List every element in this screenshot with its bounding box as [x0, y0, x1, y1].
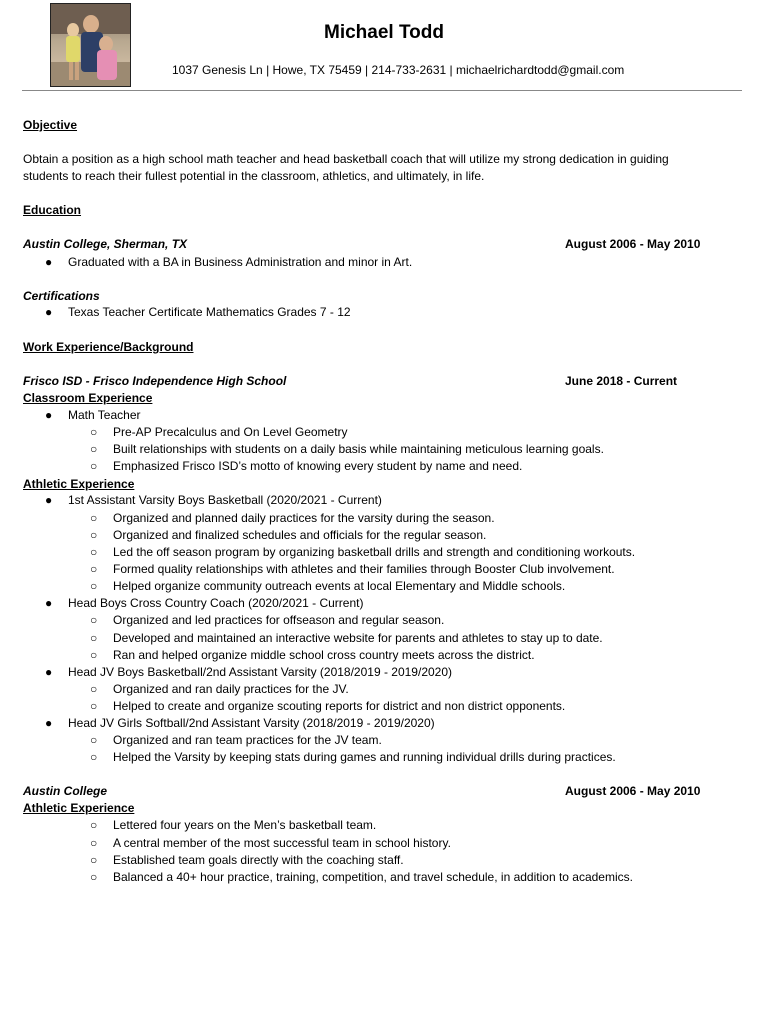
candidate-name: Michael Todd [324, 22, 444, 43]
role-jv-girls-softball: Head JV Girls Softball/2nd Assistant Varsity (2018/2019 - 2019/2020) [68, 716, 435, 730]
sub-bullet-icon: ○ [90, 545, 98, 559]
sub-bullet-icon: ○ [90, 442, 98, 456]
work-dates: June 2018 - Current [565, 374, 678, 388]
role-jv-boys-basketball: Head JV Boys Basketball/2nd Assistant Varsity (2018/2019 - 2019/2020) [68, 665, 453, 679]
certifications-heading: Certifications [23, 289, 100, 303]
certification-item: Texas Teacher Certificate Mathematics Grades 7 - 12 [68, 305, 351, 319]
list-item: Emphasized Frisco ISD’s motto of knowing every student by name and need. [113, 459, 523, 473]
college-name: Austin College [23, 784, 108, 798]
sub-bullet-icon: ○ [90, 613, 98, 627]
role-math-teacher: Math Teacher [68, 408, 141, 422]
bullet-icon: ● [45, 408, 53, 422]
objective-text-line1: Obtain a position as a high school math teacher and head basketball coach that will utilize my strong dedication in guiding [23, 152, 669, 166]
education-heading: Education [23, 203, 82, 217]
sub-bullet-icon: ○ [90, 733, 98, 747]
sub-bullet-icon: ○ [90, 648, 98, 662]
profile-photo [50, 3, 131, 87]
bullet-icon: ● [45, 305, 53, 319]
sub-bullet-icon: ○ [90, 528, 98, 542]
bullet-icon: ● [45, 596, 53, 610]
sub-bullet-icon: ○ [90, 682, 98, 696]
list-item: Pre-AP Precalculus and On Level Geometry [113, 425, 348, 439]
list-item: Ran and helped organize middle school cross country meets across the district. [113, 648, 535, 662]
sub-bullet-icon: ○ [90, 699, 98, 713]
sub-bullet-icon: ○ [90, 836, 98, 850]
bullet-icon: ● [45, 665, 53, 679]
list-item: Lettered four years on the Men’s basketball team. [113, 818, 377, 832]
list-item: Organized and ran daily practices for the JV. [113, 682, 349, 696]
education-school: Austin College, Sherman, TX [23, 237, 188, 251]
list-item: Formed quality relationships with athletes and their families through Booster Club involvement. [113, 562, 615, 576]
college-dates: August 2006 - May 2010 [565, 784, 701, 798]
college-athletic-heading: Athletic Experience [23, 801, 135, 815]
objective-text-line2: students to reach their fullest potential in the classroom, athletics, and ultimately, in life. [23, 169, 485, 183]
education-degree: Graduated with a BA in Business Administration and minor in Art. [68, 255, 413, 269]
list-item: Established team goals directly with the coaching staff. [113, 853, 404, 867]
list-item: Organized and finalized schedules and officials for the regular season. [113, 528, 487, 542]
athletic-heading: Athletic Experience [23, 477, 135, 491]
list-item: Organized and planned daily practices for the varsity during the season. [113, 511, 495, 525]
list-item: Organized and ran team practices for the JV team. [113, 733, 382, 747]
list-item: Organized and led practices for offseason and regular season. [113, 613, 445, 627]
role-assistant-varsity: 1st Assistant Varsity Boys Basketball (2020/2021 - Current) [68, 493, 382, 507]
list-item: A central member of the most successful team in school history. [113, 836, 451, 850]
role-cross-country: Head Boys Cross Country Coach (2020/2021 - Current) [68, 596, 364, 610]
header-divider [22, 90, 742, 91]
work-employer: Frisco ISD - Frisco Independence High School [23, 374, 287, 388]
list-item: Developed and maintained an interactive website for parents and athletes to stay up to date. [113, 631, 603, 645]
sub-bullet-icon: ○ [90, 853, 98, 867]
sub-bullet-icon: ○ [90, 579, 98, 593]
sub-bullet-icon: ○ [90, 425, 98, 439]
bullet-icon: ● [45, 255, 53, 269]
sub-bullet-icon: ○ [90, 562, 98, 576]
sub-bullet-icon: ○ [90, 818, 98, 832]
contact-info: 1037 Genesis Ln | Howe, TX 75459 | 214-733-2631 | michaelrichardtodd@gmail.com [172, 63, 625, 77]
bullet-icon: ● [45, 493, 53, 507]
objective-heading: Objective [23, 118, 78, 132]
list-item: Helped to create and organize scouting reports for district and non district opponents. [113, 699, 566, 713]
list-item: Helped organize community outreach events at local Elementary and Middle schools. [113, 579, 566, 593]
sub-bullet-icon: ○ [90, 750, 98, 764]
list-item: Built relationships with students on a daily basis while maintaining meticulous learning goals. [113, 442, 604, 456]
work-heading: Work Experience/Background [23, 340, 194, 354]
education-dates: August 2006 - May 2010 [565, 237, 701, 251]
list-item: Led the off season program by organizing basketball drills and strength and conditioning workouts. [113, 545, 636, 559]
list-item: Helped the Varsity by keeping stats during games and running individual drills during practices. [113, 750, 616, 764]
sub-bullet-icon: ○ [90, 631, 98, 645]
sub-bullet-icon: ○ [90, 870, 98, 884]
sub-bullet-icon: ○ [90, 511, 98, 525]
list-item: Balanced a 40+ hour practice, training, competition, and travel schedule, in addition to academics. [113, 870, 633, 884]
classroom-heading: Classroom Experience [23, 391, 153, 405]
sub-bullet-icon: ○ [90, 459, 98, 473]
bullet-icon: ● [45, 716, 53, 730]
